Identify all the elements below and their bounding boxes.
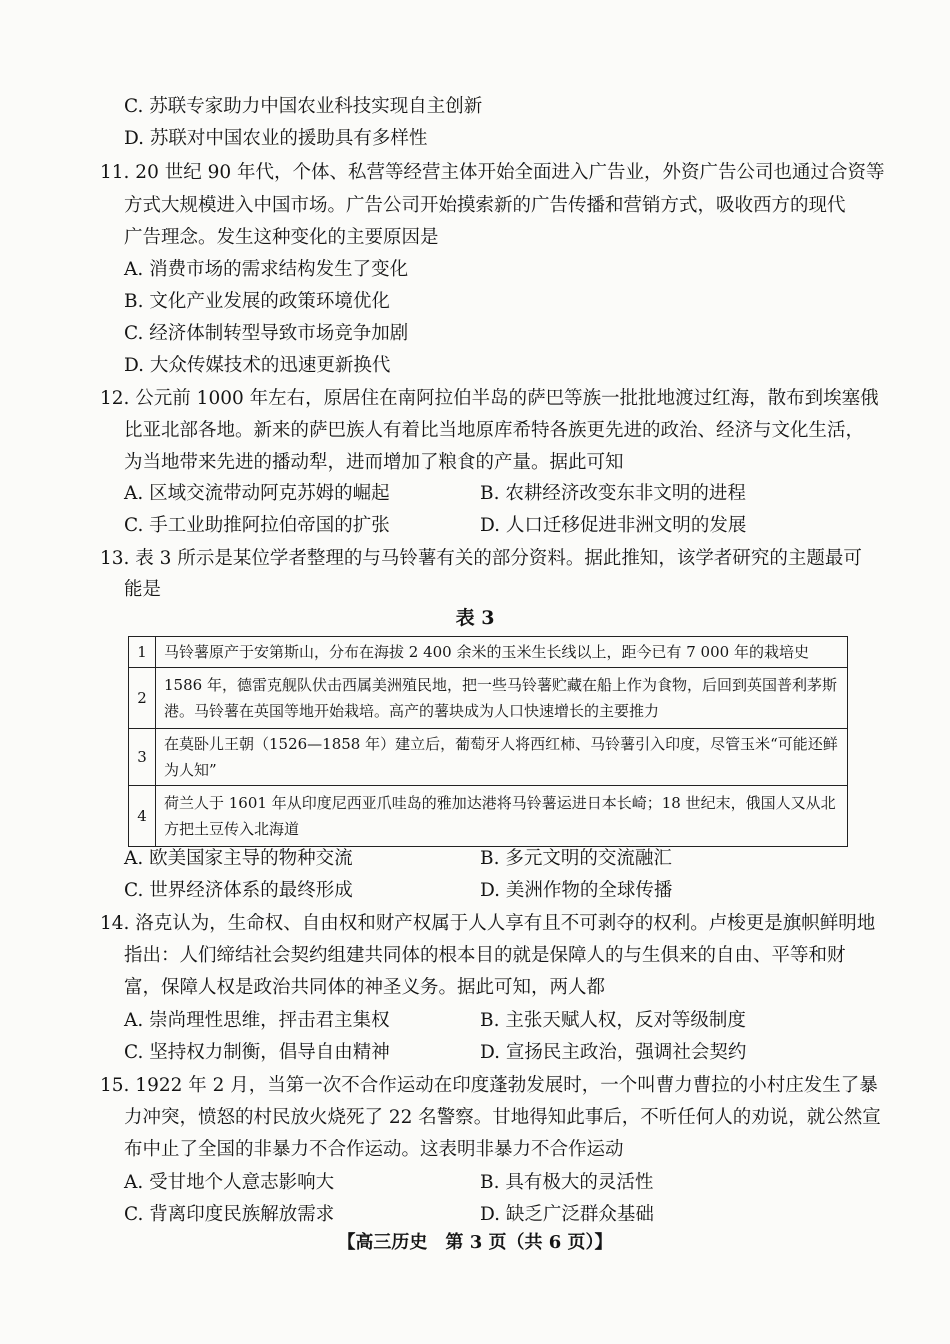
table-3 (128, 636, 848, 847)
q14-option-c: C. 坚持权力制衡，倡导自由精神 (124, 1042, 390, 1063)
q13-stem-line-1: 13. 表 3 所示是某位学者整理的与马铃薯有关的部分资料。据此推知，该学者研究的主题最可 (100, 548, 862, 569)
q10-option-c: C. 苏联专家助力中国农业科技实现自主创新 (124, 96, 483, 117)
q13-option-a: A. 欧美国家主导的物种交流 (124, 848, 353, 869)
q11-option-d: D. 大众传媒技术的迅速更新换代 (124, 355, 391, 376)
q11-stem-line-2: 方式大规模进入中国市场。广告公司开始摸索新的广告传播和营销方式，吸收西方的现代 (124, 195, 846, 216)
q10-option-d: D. 苏联对中国农业的援助具有多样性 (124, 128, 428, 149)
table-row (129, 668, 848, 729)
table-row-number: 4 (129, 786, 156, 847)
q15-stem-line-3: 布中止了全国的非暴力不合作运动。这表明非暴力不合作运动 (124, 1139, 624, 1160)
q11-option-a: A. 消费市场的需求结构发生了变化 (124, 259, 409, 280)
q14-option-b: B. 主张天赋人权，反对等级制度 (480, 1010, 746, 1031)
q15-stem-line-1: 15. 1922 年 2 月，当第一次不合作运动在印度蓬勃发展时，一个叫曹力曹拉的小村庄发生了暴 (100, 1075, 878, 1096)
table-row-text: 在莫卧儿王朝（1526—1858 年）建立后，葡萄牙人将西红柿、马铃薯引入印度，尽管玉米“可能还鲜为人知” (156, 729, 848, 786)
q11-stem-line-3: 广告理念。发生这种变化的主要原因是 (124, 227, 439, 248)
table-row-number: 1 (129, 637, 156, 668)
table-row (129, 637, 848, 668)
table-row (129, 786, 848, 847)
table-row-text: 1586 年，德雷克舰队伏击西属美洲殖民地，把一些马铃薯贮藏在船上作为食物，后回到英国普利茅斯港。马铃薯在英国等地开始栽培。高产的薯块成为人口快速增长的主要推力 (156, 668, 848, 729)
table-row-text: 马铃薯原产于安第斯山，分布在海拔 2 400 余米的玉米生长线以上，距今已有 7 000 年的栽培史 (156, 637, 848, 668)
q11-option-c: C. 经济体制转型导致市场竞争加剧 (124, 323, 409, 344)
q15-option-d: D. 缺乏广泛群众基础 (480, 1204, 654, 1225)
q14-stem-line-3: 富，保障人权是政治共同体的神圣义务。据此可知，两人都 (124, 977, 606, 998)
q12-option-b: B. 农耕经济改变东非文明的进程 (480, 483, 746, 504)
table-row-number: 2 (129, 668, 156, 729)
q12-stem-line-3: 为当地带来先进的播动犁，进而增加了粮食的产量。据此可知 (124, 452, 624, 473)
q14-stem-line-1: 14. 洛克认为，生命权、自由权和财产权属于人人享有且不可剥夺的权利。卢梭更是旗帜鲜明地 (100, 913, 876, 934)
q15-option-a: A. 受甘地个人意志影响大 (124, 1172, 335, 1193)
q15-stem-line-2: 力冲突，愤怒的村民放火烧死了 22 名警察。甘地得知此事后，不听任何人的劝说，就公然宣 (124, 1107, 881, 1128)
q13-stem-line-2: 能是 (124, 579, 162, 600)
table-row-number: 3 (129, 729, 156, 786)
q14-stem-line-2: 指出：人们缔结社会契约组建共同体的根本目的就是保障人的与生俱来的自由、平等和财 (124, 945, 846, 966)
page-footer: 【高三历史 第 3 页（共 6 页）】 (337, 1232, 613, 1253)
q11-option-b: B. 文化产业发展的政策环境优化 (124, 291, 390, 312)
q14-option-a: A. 崇尚理性思维，抨击君主集权 (124, 1010, 390, 1031)
q12-option-a: A. 区域交流带动阿克苏姆的崛起 (124, 483, 390, 504)
table-3-title: 表 3 (455, 607, 495, 629)
q13-option-c: C. 世界经济体系的最终形成 (124, 880, 353, 901)
q12-option-c: C. 手工业助推阿拉伯帝国的扩张 (124, 515, 390, 536)
table-row-text: 荷兰人于 1601 年从印度尼西亚爪哇岛的雅加达港将马铃薯运进日本长崎；18 世纪末，俄国人又从北方把土豆传入北海道 (156, 786, 848, 847)
q14-option-d: D. 宣扬民主政治，强调社会契约 (480, 1042, 747, 1063)
q12-stem-line-1: 12. 公元前 1000 年左右，原居住在南阿拉伯半岛的萨巴等族一批批地渡过红海，散布到埃塞俄 (100, 388, 879, 409)
q12-option-d: D. 人口迁移促进非洲文明的发展 (480, 515, 747, 536)
table-row (129, 729, 848, 786)
q11-stem-line-1: 11. 20 世纪 90 年代，个体、私营等经营主体开始全面进入广告业，外资广告公司也通过合资等 (100, 162, 885, 183)
q15-option-b: B. 具有极大的灵活性 (480, 1172, 654, 1193)
q12-stem-line-2: 比亚北部各地。新来的萨巴族人有着比当地原库希特各族更先进的政治、经济与文化生活， (124, 420, 865, 441)
q15-option-c: C. 背离印度民族解放需求 (124, 1204, 335, 1225)
q13-option-d: D. 美洲作物的全球传播 (480, 880, 673, 901)
q13-option-b: B. 多元文明的交流融汇 (480, 848, 672, 869)
